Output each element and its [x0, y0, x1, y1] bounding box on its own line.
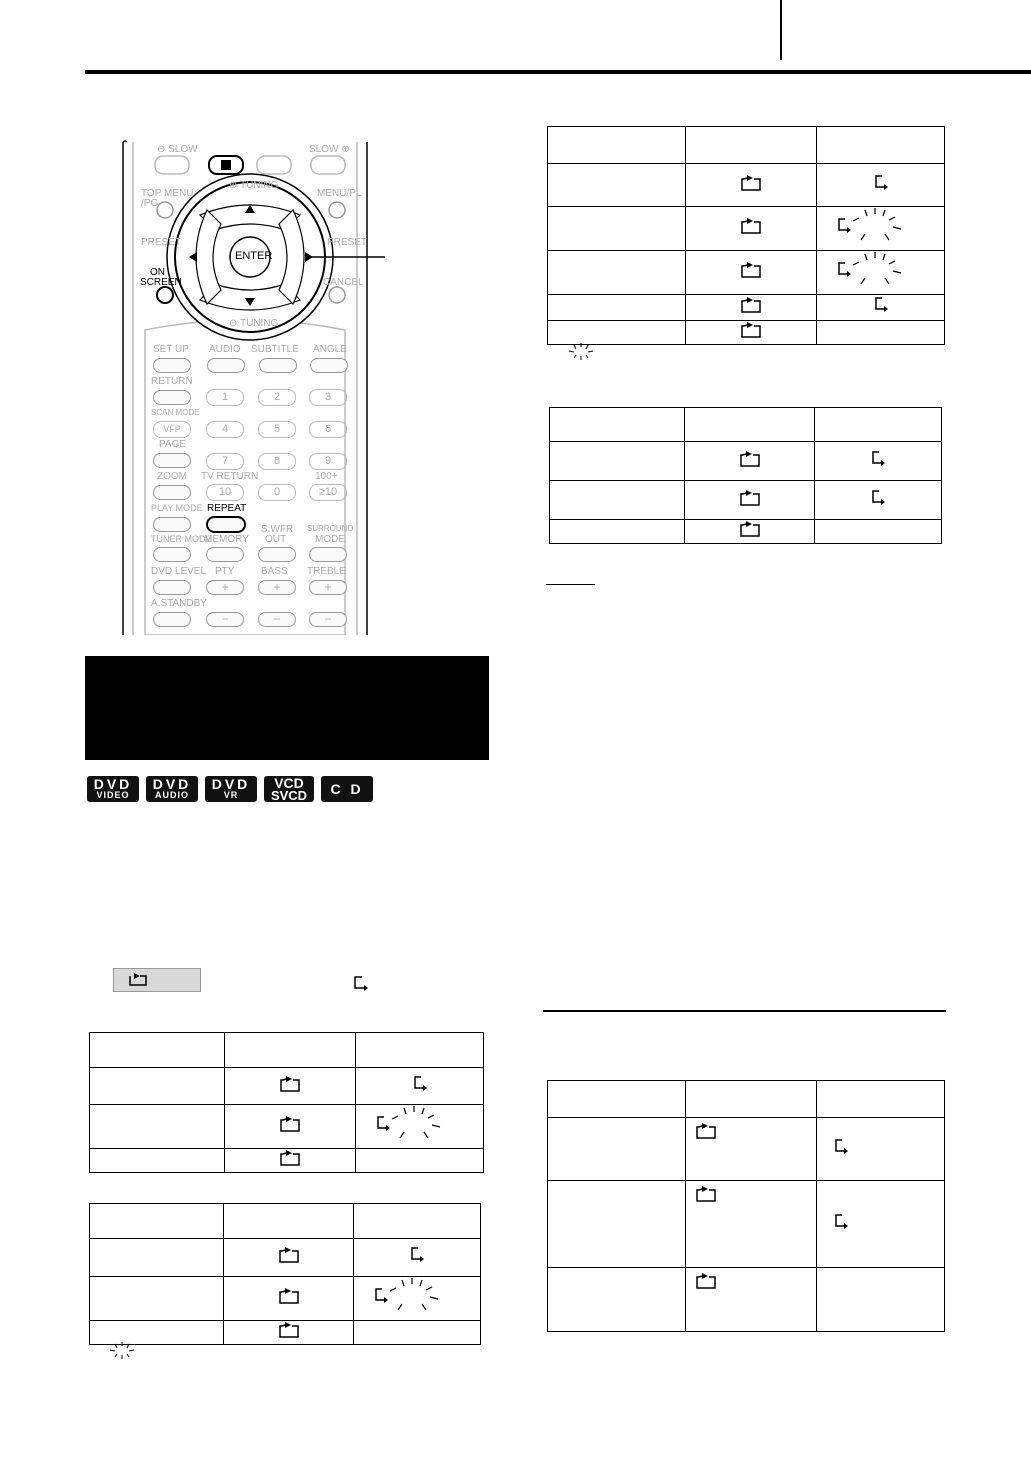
repeat-icon — [694, 1272, 718, 1290]
flashing-repeat-icon — [831, 251, 915, 289]
table-cell — [548, 1081, 686, 1118]
table-cell — [548, 251, 686, 295]
table-cell — [224, 1204, 354, 1239]
table-cell — [548, 295, 686, 321]
tuner-mode-button[interactable] — [153, 547, 191, 562]
flashing-repeat-icon — [370, 1105, 454, 1143]
table-cell — [354, 1239, 481, 1277]
repeat-icon — [738, 489, 762, 507]
table-cell — [686, 1118, 817, 1181]
table-cell — [815, 520, 942, 544]
header-rule — [85, 70, 1031, 74]
play-mode-button[interactable] — [153, 517, 191, 532]
pty-label: PTY — [215, 566, 235, 577]
table-cell — [685, 520, 815, 544]
repeat-table-d — [89, 1032, 484, 1173]
table-cell — [686, 295, 817, 321]
table-cell — [354, 1277, 481, 1321]
bass-label: BASS — [261, 566, 288, 577]
num-0-button[interactable]: 0 — [258, 484, 296, 501]
table-cell — [356, 1149, 484, 1173]
table-cell — [90, 1068, 225, 1105]
badge-dvd-audio — [146, 776, 198, 802]
table-cell — [548, 1118, 686, 1181]
pty-up-button[interactable]: + — [206, 580, 244, 595]
table-cell — [815, 442, 942, 481]
table-cell — [550, 520, 685, 544]
repeat-icon — [278, 1149, 302, 1167]
table-cell — [548, 164, 686, 207]
surround-label-2: MODE — [315, 534, 345, 545]
table-cell — [815, 481, 942, 520]
repeat-icon — [277, 1321, 301, 1339]
num-3-button[interactable]: 3 — [309, 389, 347, 406]
num-10-button[interactable]: 10 — [206, 484, 244, 501]
table-cell — [817, 1268, 945, 1332]
repeat-arrow-icon — [871, 173, 891, 193]
badge-text: DVD — [93, 776, 133, 792]
page-button[interactable] — [153, 453, 191, 468]
table-cell — [686, 1181, 817, 1268]
table-cell — [90, 1105, 225, 1149]
repeat-icon — [738, 450, 762, 468]
repeat-icon — [278, 1115, 302, 1133]
table-cell — [354, 1321, 481, 1345]
repeat-table-c — [547, 1080, 945, 1332]
badge-text: VCD — [274, 774, 304, 791]
num-9-button[interactable]: 9 — [309, 453, 347, 470]
on-screen-label: ON — [150, 267, 165, 278]
subtitle-label: SUBTITLE — [251, 344, 299, 355]
repeat-button[interactable] — [206, 516, 246, 533]
table-cell — [817, 127, 945, 164]
table-cell — [550, 481, 685, 520]
badge-dvd-vr — [205, 776, 257, 802]
badge-vcd-svcd — [264, 776, 314, 802]
memory-label: MEMORY — [204, 534, 249, 545]
num-2-button[interactable]: 2 — [258, 389, 296, 406]
badge-text: DVD — [211, 776, 251, 792]
table-cell — [225, 1149, 356, 1173]
top-menu-sub-label: /PG — [141, 198, 159, 209]
repeat-icon — [278, 1075, 302, 1093]
remote-control-illustration — [105, 140, 385, 635]
table-cell — [817, 1181, 945, 1268]
table-cell — [817, 251, 945, 295]
preset-up-label: PRESET — [327, 237, 368, 248]
menu-pl-label: MENU/PL — [317, 188, 362, 199]
surround-label: SURROUND — [307, 524, 354, 533]
badge-cd — [321, 776, 373, 802]
badge-text: DVD — [152, 776, 192, 792]
repeat-arrow-icon — [831, 1137, 851, 1157]
badge-text: C D — [330, 780, 364, 797]
table-cell — [685, 481, 815, 520]
return-label: RETURN — [151, 376, 193, 387]
bass-up-button[interactable]: + — [258, 580, 296, 595]
table-cell — [224, 1239, 354, 1277]
slow-rev-label: ⊖ SLOW — [157, 144, 198, 155]
repeat-icon — [277, 1287, 301, 1305]
hundred-plus-label: 100+ — [315, 471, 338, 482]
repeat-icon — [277, 1246, 301, 1264]
table-cell — [90, 1277, 224, 1321]
flash-indicator-icon — [566, 341, 596, 361]
angle-label: ANGLE — [313, 344, 347, 355]
repeat-arrow-icon — [410, 1074, 430, 1094]
audio-label: AUDIO — [209, 344, 241, 355]
table-cell — [90, 1033, 225, 1068]
badge-subtext: SVCD — [270, 787, 308, 803]
a-standby-button[interactable] — [153, 612, 191, 627]
table-cell — [356, 1068, 484, 1105]
table-cell — [686, 321, 817, 345]
flash-indicator-icon — [107, 1340, 137, 1360]
table-cell — [90, 1149, 225, 1173]
slow-fwd-label: SLOW ⊕ — [309, 144, 350, 155]
table-cell — [815, 408, 942, 442]
num-ge10-button[interactable]: ≥10 — [309, 484, 347, 501]
repeat-arrow-icon — [407, 1245, 427, 1265]
table-cell — [550, 442, 685, 481]
play-mode-label: PLAY MODE — [151, 503, 203, 513]
bass-down-button[interactable]: − — [258, 612, 296, 627]
subtitle-button[interactable] — [259, 358, 297, 373]
repeat-icon — [738, 520, 762, 538]
preset-down-label: PRESET — [141, 237, 182, 248]
repeat-icon — [694, 1122, 718, 1140]
table-cell — [548, 1268, 686, 1332]
table-cell — [356, 1105, 484, 1149]
scan-mode-label: SCAN MODE — [151, 408, 200, 417]
repeat-label: REPEAT — [207, 503, 247, 514]
table-cell — [686, 127, 817, 164]
repeat-icon — [739, 217, 763, 235]
table-cell — [686, 251, 817, 295]
badge-dvd-video — [87, 776, 139, 802]
treble-label: TREBLE — [307, 566, 346, 577]
repeat-table-b — [549, 407, 942, 544]
zoom-label: ZOOM — [157, 471, 187, 482]
tv-return-label: TV RETURN — [201, 471, 259, 482]
table-cell — [550, 408, 685, 442]
table-cell — [817, 295, 945, 321]
badge-subtext: VIDEO — [96, 790, 130, 800]
treble-down-button[interactable]: − — [309, 612, 347, 627]
num-5-button[interactable]: 5 — [258, 421, 296, 438]
setup-label: SET UP — [153, 344, 189, 355]
num-8-button[interactable]: 8 — [258, 453, 296, 470]
swfr-label: S.WFR — [261, 524, 294, 535]
return-button[interactable] — [153, 390, 191, 405]
page-label: PAGE — [159, 439, 187, 450]
table-cell — [686, 164, 817, 207]
tuning-down-label: ⊖ TUNING — [229, 318, 279, 329]
repeat-arrow-icon — [868, 449, 888, 469]
disc-type-badges — [87, 776, 373, 802]
swfr-out-button[interactable] — [258, 547, 296, 562]
tuner-mode-label: TUNER MODE — [151, 534, 212, 544]
repeat-icon — [739, 321, 763, 339]
table-cell — [224, 1277, 354, 1321]
table-cell — [817, 1118, 945, 1181]
cancel-label: CANCEL — [323, 277, 364, 288]
table-cell — [225, 1105, 356, 1149]
table-cell — [685, 408, 815, 442]
table-cell — [90, 1204, 224, 1239]
repeat-arrow-icon — [868, 488, 888, 508]
dvd-level-label: DVD LEVEL — [151, 566, 207, 577]
surround-mode-button[interactable] — [309, 547, 347, 562]
repeat-icon — [739, 174, 763, 192]
pty-down-button[interactable]: − — [206, 612, 244, 627]
table-cell — [548, 1181, 686, 1268]
table-cell — [90, 1239, 224, 1277]
repeat-icon — [739, 296, 763, 314]
table-cell — [548, 127, 686, 164]
vfp-button[interactable]: VFP — [153, 421, 191, 438]
flashing-repeat-icon — [831, 207, 915, 245]
repeat-table-a — [547, 126, 945, 345]
note-underline — [546, 584, 595, 585]
table-cell — [548, 207, 686, 251]
audio-button[interactable] — [207, 358, 245, 373]
table-cell — [225, 1068, 356, 1105]
table-cell — [817, 207, 945, 251]
table-cell — [686, 1081, 817, 1118]
repeat-icon — [739, 261, 763, 279]
swfr-label-2: OUT — [265, 534, 287, 545]
repeat-icon — [694, 1185, 718, 1203]
repeat-arrow-icon — [350, 975, 372, 995]
badge-subtext: VR — [223, 790, 239, 800]
table-cell — [686, 1268, 817, 1332]
table-cell — [356, 1033, 484, 1068]
table-cell — [685, 442, 815, 481]
table-cell — [817, 164, 945, 207]
dvd-level-button[interactable] — [153, 580, 191, 595]
enter-button[interactable]: ENTER — [235, 250, 273, 262]
section-rule — [543, 1010, 946, 1012]
section-heading-banner — [85, 656, 489, 760]
num-6-button[interactable]: 6 — [309, 421, 347, 438]
num-7-button[interactable]: 7 — [206, 453, 244, 470]
table-cell — [817, 1081, 945, 1118]
repeat-arrow-icon — [871, 295, 891, 315]
on-screen-label-2: SCREEN — [140, 277, 182, 288]
table-cell — [224, 1321, 354, 1345]
repeat-indicator — [113, 968, 201, 992]
repeat-arrow-icon — [831, 1212, 851, 1232]
tuning-up-label: ⊕ TUNING — [229, 180, 279, 191]
memory-button[interactable] — [206, 547, 244, 562]
treble-up-button[interactable]: + — [309, 580, 347, 595]
setup-button[interactable] — [153, 358, 191, 373]
table-cell — [817, 321, 945, 345]
table-cell — [225, 1033, 356, 1068]
num-1-button[interactable]: 1 — [206, 389, 244, 406]
repeat-table-e — [89, 1203, 481, 1345]
a-standby-label: A.STANDBY — [151, 598, 207, 609]
flashing-repeat-icon — [368, 1277, 452, 1315]
badge-subtext: AUDIO — [155, 790, 189, 800]
repeat-icon — [126, 972, 150, 988]
zoom-button[interactable] — [153, 485, 191, 500]
crop-mark — [780, 0, 782, 60]
table-cell — [686, 207, 817, 251]
top-menu-label: TOP MENU — [141, 188, 194, 199]
table-cell — [354, 1204, 481, 1239]
num-4-button[interactable]: 4 — [206, 421, 244, 438]
angle-button[interactable] — [310, 358, 348, 373]
